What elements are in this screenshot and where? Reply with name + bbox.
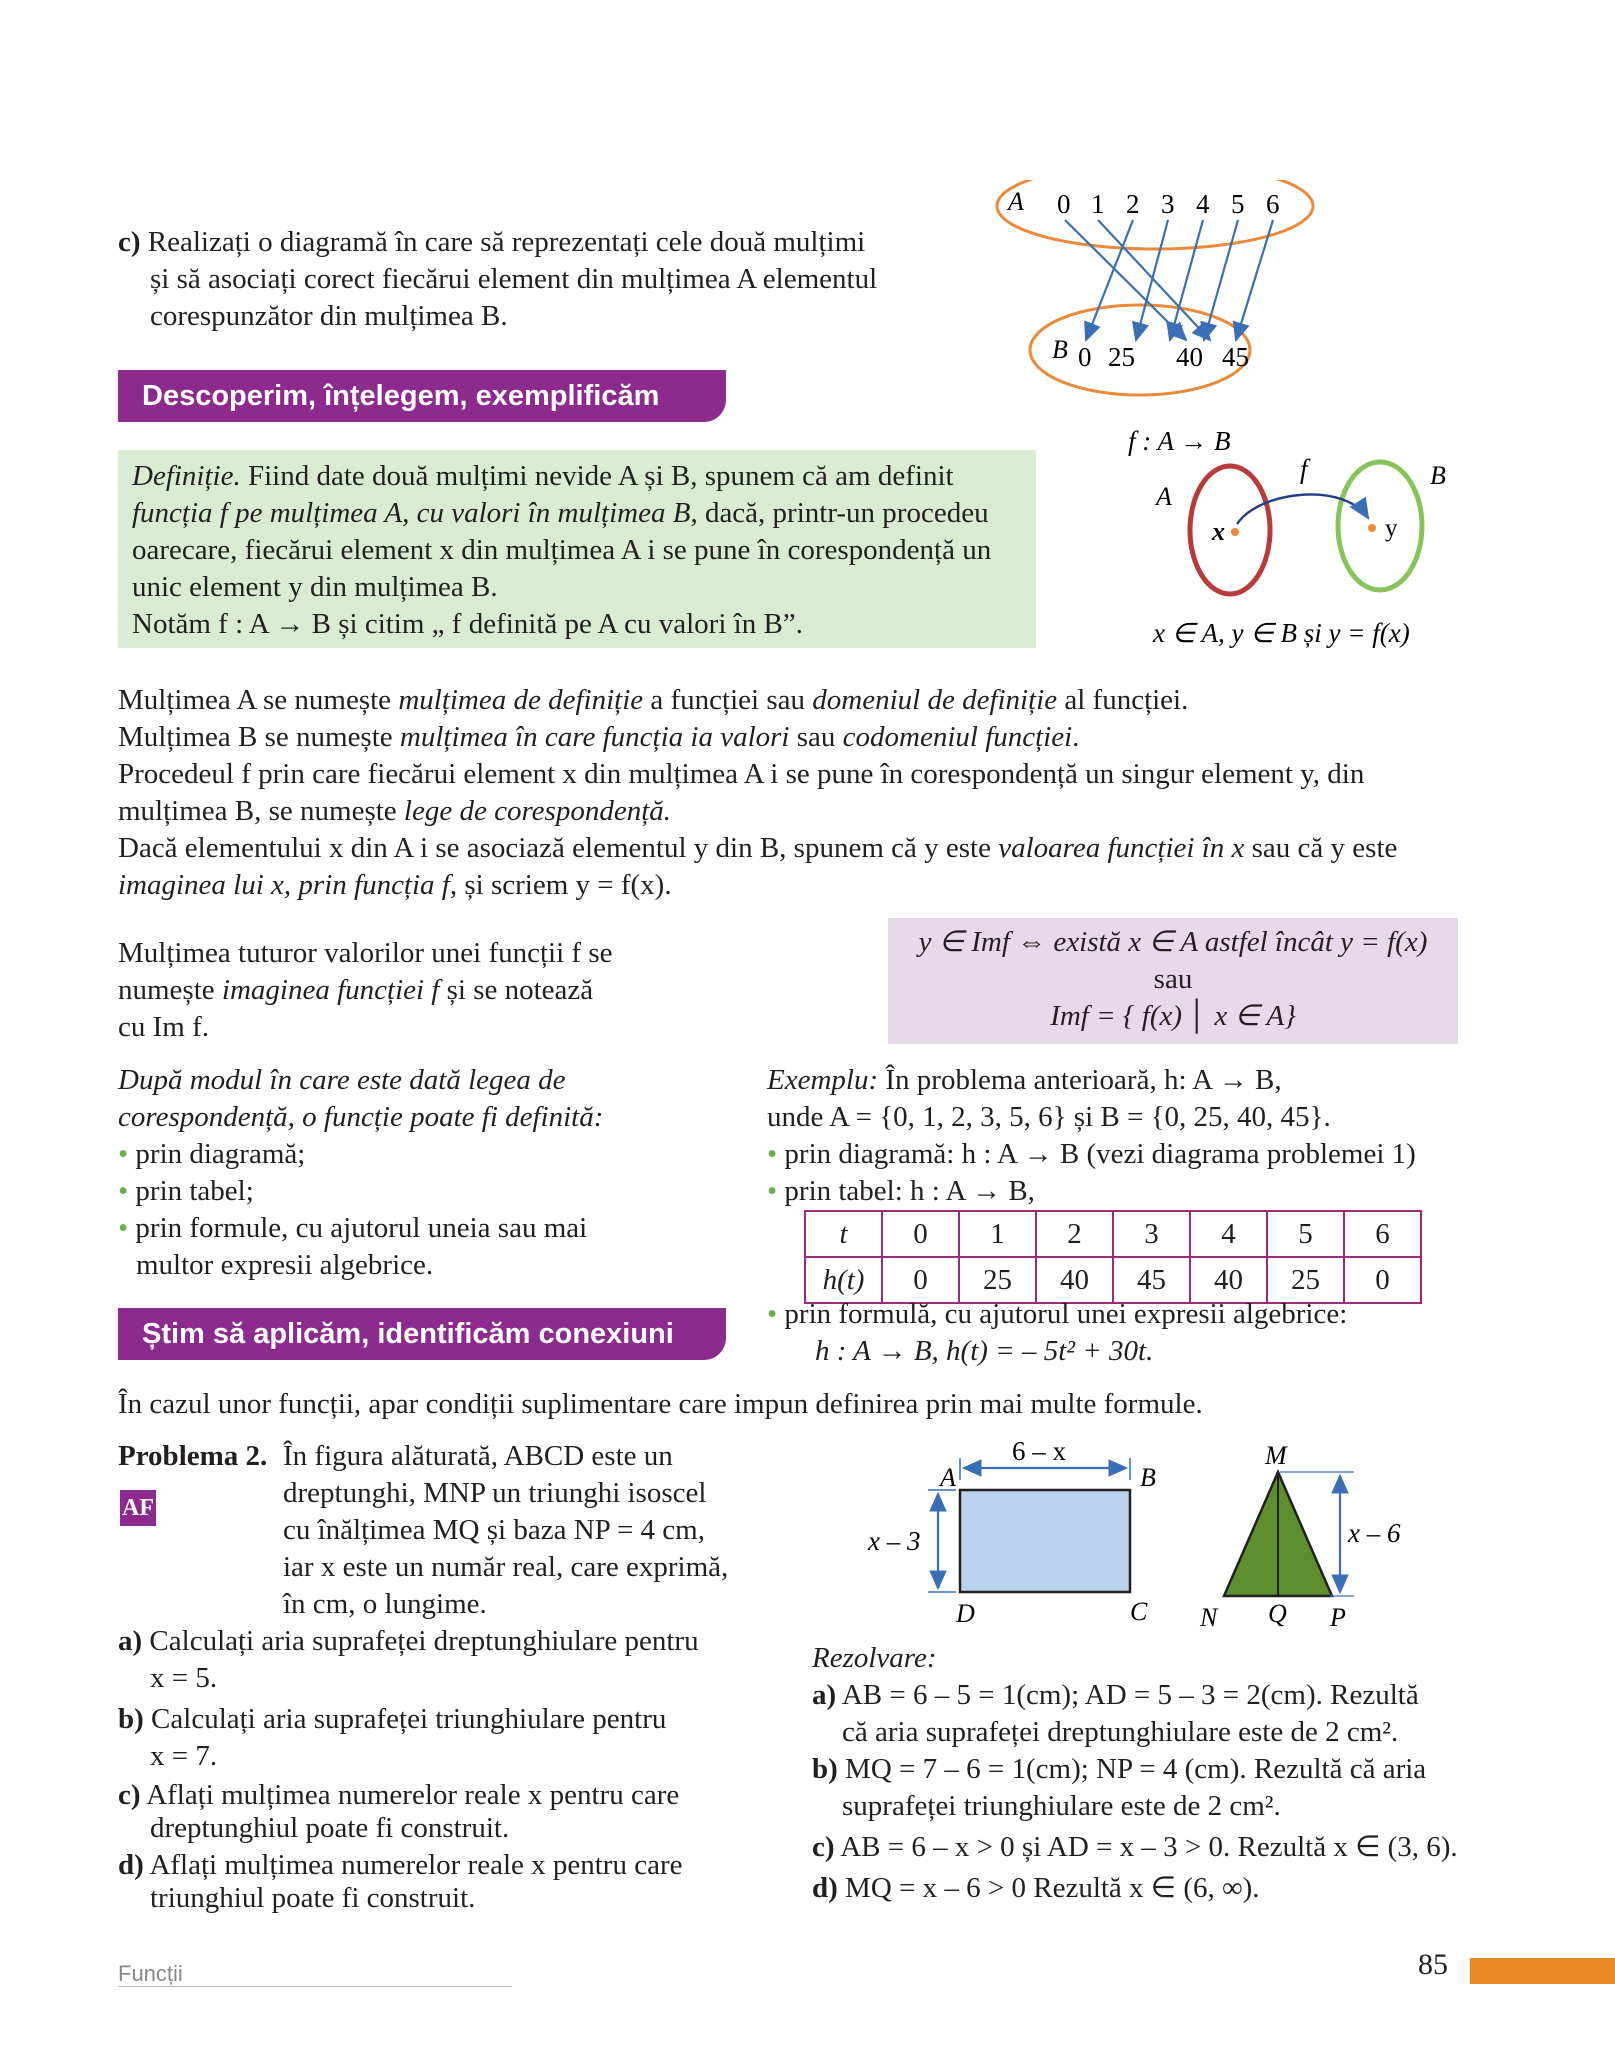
p1-term-definition-set: mulțimea de definiție bbox=[398, 684, 644, 716]
definition-modes bbox=[118, 1062, 678, 1284]
problem-item-b-line2: x = 7. bbox=[150, 1740, 218, 1772]
set-mapping-diagram bbox=[990, 180, 1340, 400]
set-a-el-1: 1 bbox=[1091, 189, 1105, 219]
solution-item-a-label: a) bbox=[812, 1679, 837, 1711]
problem-item-c-line1: Aflați mulțimea numerelor reale x pentru care bbox=[146, 1779, 680, 1811]
function-caption: x ∈ A, y ∈ B și y = f(x) bbox=[1153, 618, 1410, 648]
set-a-el-4: 4 bbox=[1196, 189, 1210, 219]
example-lead: Exemplu: bbox=[767, 1064, 879, 1096]
function-label-b: B bbox=[1430, 461, 1446, 490]
table-cell: 5 bbox=[1267, 1211, 1344, 1257]
problem-2-line4: iar x este un număr real, care exprimă, bbox=[283, 1551, 729, 1583]
solution-item-c bbox=[812, 1829, 1472, 1866]
set-a-el-6: 6 bbox=[1266, 189, 1280, 219]
modes-item-3: • prin formule, cu ajutorul uneia sau mai bbox=[118, 1212, 588, 1244]
imf-box-line1: y ∈ Imf ⇔ există x ∈ A astfel încât y = f(x) bbox=[918, 926, 1428, 958]
conditions-line: În cazul unor funcții, apar condiții suplimentare care impun definirea prin mai multe formule. bbox=[118, 1388, 1203, 1420]
definition-line4: unic element y din mulțimea B. bbox=[132, 571, 498, 603]
footer-rule bbox=[118, 1986, 512, 1987]
modes-item-1-label: prin diagramă; bbox=[135, 1138, 306, 1170]
problem-2-statement bbox=[283, 1438, 738, 1623]
table-cell: 25 bbox=[1267, 1257, 1344, 1303]
label-vertex-d: D bbox=[956, 1599, 975, 1628]
function-label-x: x bbox=[1212, 517, 1225, 546]
table-cell: 0 bbox=[882, 1211, 959, 1257]
problem-item-c-line2: dreptunghiul poate fi construit. bbox=[150, 1812, 510, 1844]
p4-line2-text: , și scriem y = f(x). bbox=[449, 869, 672, 901]
example-line1: În problema anterioară, h: A → B, bbox=[878, 1064, 1282, 1096]
example-formula-block bbox=[767, 1296, 1467, 1370]
example-bullet2: • prin tabel: h : A → B, bbox=[767, 1175, 1035, 1207]
modes-item-1: • prin diagramă; bbox=[118, 1138, 306, 1170]
modes-item-2: • prin tabel; bbox=[118, 1175, 254, 1207]
geometry-figure bbox=[860, 1430, 1420, 1640]
imf-line2-b: și se notează bbox=[439, 974, 594, 1006]
definition-line5: Notăm f : A → B și citim „ f definită pe A cu valori în B”. bbox=[132, 608, 803, 640]
function-set-a-ellipse bbox=[1190, 466, 1270, 594]
label-vertex-c: C bbox=[1130, 1597, 1148, 1626]
table-row bbox=[805, 1211, 1421, 1257]
function-title: f : A → B bbox=[1128, 426, 1231, 456]
table-cell: 0 bbox=[1344, 1257, 1421, 1303]
definition-line3: oarecare, fiecărui element x din mulțimea A i se pune în corespondență un bbox=[132, 534, 992, 566]
label-vertex-a: A bbox=[940, 1463, 956, 1492]
problem-item-a-label: a) bbox=[118, 1625, 143, 1657]
solution-item-d-line1: MQ = x – 6 > 0 Rezultă x ∈ (6, ∞). bbox=[845, 1872, 1260, 1904]
problem-2-line3: cu înălțimea MQ și baza NP = 4 cm, bbox=[283, 1514, 705, 1546]
modes-intro-line1: După modul în care este dată legea de bbox=[118, 1064, 566, 1096]
solution-item-b-line1: MQ = 7 – 6 = 1(cm); NP = 4 (cm). Rezultă că aria bbox=[845, 1753, 1427, 1785]
set-b-el-0: 0 bbox=[1078, 342, 1092, 372]
problem-item-d-label: d) bbox=[118, 1849, 144, 1881]
example-block bbox=[767, 1062, 1467, 1210]
problem-item-b-label: b) bbox=[118, 1703, 144, 1735]
function-arrow bbox=[1237, 494, 1368, 524]
image-definition-text bbox=[118, 935, 678, 1046]
label-vertex-b: B bbox=[1140, 1463, 1156, 1492]
definition-box bbox=[118, 450, 1036, 648]
table-cell: 25 bbox=[959, 1257, 1036, 1303]
solution-item-b-label: b) bbox=[812, 1753, 838, 1785]
solution-item-a-line2: că aria suprafeței dreptunghiulare este de 2 cm². bbox=[842, 1716, 1399, 1748]
map-arrow-1 bbox=[1098, 220, 1210, 340]
p2-text-b: sau bbox=[789, 721, 843, 753]
problem-item-c bbox=[118, 1779, 738, 1845]
problem-2-line5: în cm, o lungime. bbox=[283, 1588, 487, 1620]
section-header-apply: Știm să aplicăm, identificăm conexiuni bbox=[118, 1308, 726, 1360]
problem-item-a-line2: x = 5. bbox=[150, 1662, 218, 1694]
table-cell: 0 bbox=[882, 1257, 959, 1303]
solution-item-b-line2: suprafeței triunghiulare este de 2 cm². bbox=[842, 1790, 1281, 1822]
function-label-y: y bbox=[1385, 515, 1398, 542]
solution-item-c-label: c) bbox=[812, 1831, 835, 1863]
definition-line2-rest: , dacă, printr-un procedeu bbox=[690, 497, 989, 529]
label-top-dim: 6 – x bbox=[1012, 1436, 1066, 1466]
example-formula: h : A → B, h(t) = – 5t² + 30t. bbox=[815, 1335, 1154, 1367]
set-a-label: A bbox=[1008, 187, 1024, 216]
solution-item-d-label: d) bbox=[812, 1872, 838, 1904]
solution-item-d bbox=[812, 1870, 1472, 1907]
problem-item-d bbox=[118, 1849, 738, 1915]
set-a-el-5: 5 bbox=[1231, 189, 1245, 219]
function-label-f: f bbox=[1300, 454, 1308, 484]
modes-intro-line2: corespondență, o funcție poate fi definită: bbox=[118, 1101, 604, 1133]
example-bullet3: • prin formulă, cu ajutorul unei expresii algebrice: bbox=[767, 1298, 1348, 1330]
example-bullet1: • prin diagramă: h : A → B (vezi diagrama problemei 1) bbox=[767, 1138, 1416, 1170]
intro-c-line1: Realizați o diagramă în care să reprezentați cele două mulțimi bbox=[147, 226, 866, 258]
body-paragraphs bbox=[118, 682, 1458, 904]
set-a-el-2: 2 bbox=[1126, 189, 1140, 219]
point-x-dot bbox=[1231, 528, 1239, 536]
p2-text-a: Mulțimea B se numește bbox=[118, 721, 400, 753]
set-b-el-1: 25 bbox=[1108, 342, 1135, 372]
definition-line2-italic: funcția f pe mulțimea A, cu valori în mulțimea B bbox=[132, 497, 691, 529]
imf-line1: Mulțimea tuturor valorilor unei funcții f se bbox=[118, 937, 613, 969]
section-header-discover: Descoperim, înțelegem, exemplificăm bbox=[118, 370, 726, 422]
label-vertex-n: N bbox=[1200, 1603, 1218, 1632]
rectangle-abcd bbox=[960, 1490, 1130, 1592]
label-vertex-m: M bbox=[1265, 1441, 1287, 1470]
set-b-label: B bbox=[1052, 335, 1068, 364]
page-number: 85 bbox=[1418, 1948, 1448, 1981]
solution-lead: Rezolvare: bbox=[812, 1642, 937, 1674]
problem-2 bbox=[118, 1438, 738, 1915]
problem-item-d-line2: triunghiul poate fi construit. bbox=[150, 1882, 476, 1914]
imf-box-line2: sau bbox=[1153, 963, 1193, 995]
problem-item-d-line1: Aflați mulțimea numerelor reale x pentru care bbox=[149, 1849, 683, 1881]
table-cell: h(t) bbox=[805, 1257, 882, 1303]
table-cell: 45 bbox=[1113, 1257, 1190, 1303]
table-cell: 4 bbox=[1190, 1211, 1267, 1257]
modes-item-3-label: prin formule, cu ajutorul uneia sau mai bbox=[135, 1212, 588, 1244]
label-left-dim: x – 3 bbox=[868, 1526, 921, 1556]
function-diagram bbox=[1100, 420, 1460, 660]
map-arrow-5 bbox=[1204, 220, 1238, 340]
p3-term-law: lege de corespondență. bbox=[403, 795, 672, 827]
intro-c-label: c) bbox=[118, 226, 141, 258]
table-cell: 1 bbox=[959, 1211, 1036, 1257]
table-cell: 3 bbox=[1113, 1211, 1190, 1257]
label-vertex-q: Q bbox=[1268, 1599, 1287, 1628]
table-cell: 6 bbox=[1344, 1211, 1421, 1257]
p3-line1: Procedeul f prin care fiecărui element x din mulțimea A i se pune în corespondență un singur element y, din bbox=[118, 758, 1365, 790]
af-badge: AF bbox=[120, 1490, 156, 1526]
solution-item-b bbox=[812, 1751, 1472, 1825]
table-cell: 2 bbox=[1036, 1211, 1113, 1257]
solution-item-a-line1: AB = 6 – 5 = 1(cm); AD = 5 – 3 = 2(cm). Rezultă bbox=[841, 1679, 1419, 1711]
problem-2-label: Problema 2. bbox=[118, 1440, 268, 1472]
example-bullet3-label: prin formulă, cu ajutorul unei expresii algebrice: bbox=[784, 1298, 1348, 1330]
function-label-a: A bbox=[1156, 482, 1172, 511]
point-y-dot bbox=[1368, 524, 1376, 532]
definition-lead: Definiție. bbox=[132, 460, 241, 492]
problem-2-line2: dreptunghi, MNP un triunghi isoscel bbox=[283, 1477, 707, 1509]
intro-c-line2: și să asociați corect fiecărui element din mulțimea A elementul bbox=[150, 263, 878, 295]
p4-term-image: imaginea lui x, prin funcția f bbox=[118, 869, 450, 901]
footer-chapter: Funcții bbox=[118, 1961, 183, 1986]
function-set-b-ellipse bbox=[1338, 462, 1422, 590]
example-bullet2-label: prin tabel: h : A → B, bbox=[784, 1175, 1035, 1207]
solution-item-c-line1: AB = 6 – x > 0 și AD = x – 3 > 0. Rezultă x ∈ (3, 6). bbox=[840, 1831, 1458, 1863]
solution-item-a bbox=[812, 1677, 1472, 1751]
problem-item-a-line1: Calculați aria suprafeței dreptunghiulare pentru bbox=[149, 1625, 699, 1657]
imf-line3: cu Im f. bbox=[118, 1011, 209, 1043]
footer-accent-bar bbox=[1470, 1958, 1615, 1984]
p4-line1-text-b: sau că y este bbox=[1244, 832, 1398, 864]
p1-term-domain: domeniul de definiție bbox=[812, 684, 1058, 716]
imf-box-line3: Imf = { f(x) │ x ∈ A} bbox=[1050, 1000, 1296, 1032]
p4-term-value: valoarea funcției în x bbox=[998, 832, 1245, 864]
set-b-el-2: 40 bbox=[1176, 342, 1203, 372]
imf-line2-a: numește bbox=[118, 974, 222, 1006]
imf-term: imaginea funcției f bbox=[221, 974, 440, 1006]
p1-text-a: Mulțimea A se numește bbox=[118, 684, 399, 716]
p3-line2-text: mulțimea B, se numește bbox=[118, 795, 404, 827]
modes-item-3-cont: multor expresii algebrice. bbox=[136, 1249, 434, 1281]
label-vertex-p: P bbox=[1330, 1603, 1346, 1632]
intro-c-line3: corespunzător din mulțimea B. bbox=[150, 300, 508, 332]
problem-2-line1: În figura alăturată, ABCD este un bbox=[283, 1440, 673, 1472]
set-b-el-3: 45 bbox=[1222, 342, 1249, 372]
problem-item-c-label: c) bbox=[118, 1779, 141, 1811]
p2-term-values-set: mulțimea în care funcția ia valori bbox=[399, 721, 790, 753]
definition-line1: Fiind date două mulțimi nevide A și B, spunem că am definit bbox=[240, 460, 954, 492]
solution-block bbox=[812, 1640, 1472, 1907]
modes-item-2-label: prin tabel; bbox=[135, 1175, 254, 1207]
table-cell: 40 bbox=[1190, 1257, 1267, 1303]
set-a-el-0: 0 bbox=[1057, 189, 1071, 219]
problem-item-a bbox=[118, 1623, 738, 1697]
table-cell: 40 bbox=[1036, 1257, 1113, 1303]
p1-text-b: a funcției sau bbox=[643, 684, 813, 716]
map-arrow-3 bbox=[1136, 220, 1168, 340]
p2-term-codomain: codomeniul funcției bbox=[842, 721, 1073, 753]
p1-text-c: al funcției. bbox=[1057, 684, 1189, 716]
problem-item-b-line1: Calculați aria suprafeței triunghiulare pentru bbox=[151, 1703, 667, 1735]
function-table bbox=[804, 1210, 1422, 1304]
table-cell: t bbox=[805, 1211, 882, 1257]
p4-line1-text-a: Dacă elementului x din A i se asociază elementul y din B, spunem că y este bbox=[118, 832, 999, 864]
example-bullet1-label: prin diagramă: h : A → B (vezi diagrama problemei 1) bbox=[784, 1138, 1416, 1170]
p2-text-c: . bbox=[1072, 721, 1080, 753]
intro-c-block bbox=[118, 224, 938, 335]
set-a-el-3: 3 bbox=[1161, 189, 1175, 219]
image-formula-box bbox=[888, 918, 1458, 1044]
map-arrow-4 bbox=[1170, 220, 1203, 340]
problem-item-b bbox=[118, 1701, 738, 1775]
label-right-dim: x – 6 bbox=[1348, 1518, 1401, 1548]
example-line2: unde A = {0, 1, 2, 3, 5, 6} și B = {0, 25, 40, 45}. bbox=[767, 1101, 1331, 1133]
